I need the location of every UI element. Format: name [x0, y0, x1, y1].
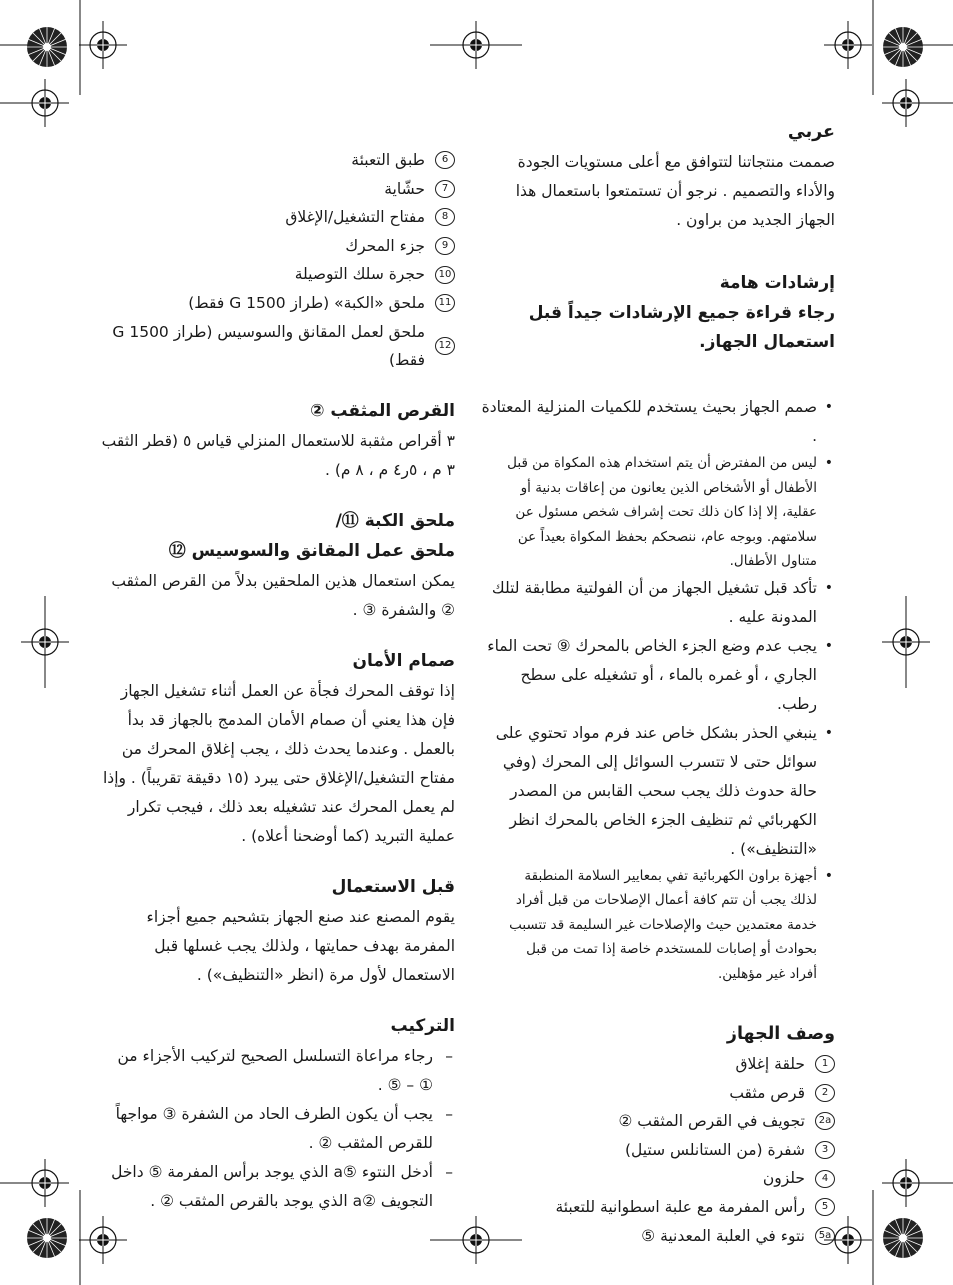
part-number: 4: [815, 1170, 835, 1188]
part-item: [100, 289, 455, 318]
disc-heading: القرص المثقب ②: [310, 400, 455, 421]
part-item: [100, 318, 455, 375]
bullet-item: • يجب عدم وضع الجزء الخاص بالمحرك ⑨ تحت الماء الجاري ، أو غمره بالماء ، أو تشغيله على سطح رطب.: [480, 632, 835, 719]
part-item: [480, 1164, 835, 1193]
description-heading: وصف الجهاز: [726, 1024, 835, 1044]
part-number: 5: [815, 1198, 835, 1216]
part-number: 2: [815, 1084, 835, 1102]
before-use-heading: قبل الاستعمال: [331, 876, 455, 897]
part-label: ملحق لعمل المقانق والسوسيس (طراز G 1500 فقط): [112, 322, 425, 370]
part-label: رأس المفرمة مع علبة اسطوانية للتعبئة: [555, 1197, 805, 1216]
sausage-heading: ملحق عمل المقانق والسوسيس ⑫: [168, 540, 455, 561]
intro-paragraph: صممت منتجاتنا لتتوافق مع أعلى مستويات الجودة والأداء والتصميم . نرجو أن تستمتعوا باستعمال هذا الجهاز الجديد من براون .: [515, 153, 835, 229]
part-label: جزء المحرك: [345, 236, 425, 255]
assembly-step: – رجاء مراعاة التسلسل الصحيح لتركيب الأجزاء من ① – ⑤ .: [100, 1042, 455, 1100]
part-label: حجرة سلك التوصيلة: [294, 265, 425, 284]
parts-list-right: [480, 1050, 835, 1250]
kebbe-heading: ملحق الكبة ⑪/: [335, 510, 455, 531]
part-number: 7: [435, 180, 455, 198]
language-heading: عربي: [787, 122, 835, 142]
assembly-heading: التركيب: [390, 1015, 455, 1036]
assembly-steps: [100, 1042, 455, 1216]
part-number: 12: [435, 337, 455, 355]
part-number: 1: [815, 1055, 835, 1073]
part-number: 6: [435, 151, 455, 169]
part-item: [100, 146, 455, 175]
part-label: حشّاية: [384, 179, 425, 198]
bullet-item: • أجهزة براون الكهربائية تفي بمعايير السلامة المنطبقة لذلك يجب أن تتم كافة أعمال الإصلاحات من قبل أفراد خدمة معتمدين حيث والإصلاحات غير السليمة قد تتسبب بحوادث أو إصابات للمستخدم خاصة إذا تمت من قبل أفراد غير مؤهلين.: [480, 864, 835, 987]
part-number: 2a: [815, 1112, 835, 1130]
part-item: [100, 260, 455, 289]
part-label: شفرة (من الستانلس ستيل): [624, 1140, 805, 1159]
attachments-paragraph: يمكن استعمال هذين الملحقين بدلاً من القرص المثقب ② والشفرة ③ .: [111, 571, 455, 619]
right-column: [480, 118, 835, 1250]
part-label: تجويف في القرص المثقب ②: [618, 1112, 805, 1131]
part-label: حلقة إغلاق: [735, 1055, 805, 1073]
bullet-item: • ينبغي الحذر بشكل خاص عند فرم مواد تحتوي على سوائل حتى لا تتسرب السوائل إلى المحرك (وفي حالة حدوث ذلك يجب سحب القابس من المصدر الكهربائي ثم تنظيف الجزء الخاص بالمحرك انظر «التنظيف») .: [480, 719, 835, 864]
part-label: حلزون: [762, 1169, 805, 1188]
bullet-item: • صمم الجهاز بحيث يستخدم للكميات المنزلية المعتادة .: [480, 393, 835, 451]
part-item: [480, 1079, 835, 1108]
part-item: [480, 1136, 835, 1165]
safety-valve-heading: صمام الأمان: [352, 650, 455, 671]
part-label: نتوء في العلبة المعدنية ⑤: [641, 1226, 805, 1245]
part-number: 5a: [815, 1227, 835, 1245]
important-heading: إرشادات هامة: [719, 273, 835, 293]
bullet-item: • ليس من المفترض أن يتم استخدام هذه المكواة من قبل الأطفال أو الأشخاص الذين يعانون من إعاقات بدنية أو عقلية، إلا إذا كان ذلك تحت إشراف شخص مسئول عن سلامتهم. وبوجه عام، ننصحكم بحفظ المكواة بعيداً عن متناول الأطفال.: [480, 451, 835, 574]
part-label: قرص مثقب: [729, 1083, 805, 1102]
left-column: [100, 146, 455, 1216]
part-number: 11: [435, 294, 455, 312]
important-subheading: رجاء قراءة جميع الإرشادات جيداً قبل استعمال الجهاز.: [528, 303, 835, 352]
part-item: [480, 1050, 835, 1079]
parts-list-left: [100, 146, 455, 375]
assembly-step: – يجب أن يكون الطرف الحاد من الشفرة ③ مواجهاً للقرص المثقب ② .: [100, 1100, 455, 1158]
part-item: [480, 1222, 835, 1251]
part-label: مفتاح التشغيل/الإغلاق: [285, 208, 425, 227]
part-item: [480, 1107, 835, 1136]
part-label: ملحق «الكبة» (طراز G 1500 فقط): [188, 293, 425, 312]
part-number: 10: [435, 266, 455, 284]
part-number: 3: [815, 1141, 835, 1159]
part-number: 9: [435, 237, 455, 255]
safety-valve-paragraph: إذا توقف المحرك فجأة عن العمل أثناء تشغيل الجهاز فإن هذا يعني أن صمام الأمان المدمج بالجهاز قد بدأ بالعمل . وعندما يحدث ذلك ، يجب إغلاق المحرك من مفتاح التشغيل/الإغلاق حتى يبرد (١٥ دقيقة تقريباً) . وإذا لم يعمل المحرك عند تشغيله بعد ذلك ، فيجب تكرار عملية التبريد (كما أوضحنا أعلاه) .: [102, 681, 455, 845]
assembly-step: – أدخل النتوء ⑤a الذي يوجد برأس المفرمة ⑤ داخل التجويف ②a الذي يوجد بالقرص المثقب ② .: [100, 1158, 455, 1216]
part-number: 8: [435, 208, 455, 226]
part-item: [100, 175, 455, 204]
safety-bullets: [480, 393, 835, 986]
bullet-item: • تأكد قبل تشغيل الجهاز من أن الفولتية مطابقة لتلك المدونة عليه .: [480, 574, 835, 632]
part-item: [480, 1193, 835, 1222]
part-item: [100, 203, 455, 232]
part-item: [100, 232, 455, 261]
before-use-paragraph: يقوم المصنع عند صنع الجهاز بتشحيم جميع أجزاء المفرمة بهدف حمايتها ، ولذلك يجب غسلها قبل الاستعمال لأول مرة (انظر «التنظيف») .: [146, 907, 455, 984]
disc-paragraph: ٣ أقراص مثقبة للاستعمال المنزلي قياس ٥ (قطر الثقب ٣ م ، ٥ر٤ م ، ٨ م) .: [101, 431, 455, 479]
part-label: طبق التعبئة: [351, 151, 425, 169]
